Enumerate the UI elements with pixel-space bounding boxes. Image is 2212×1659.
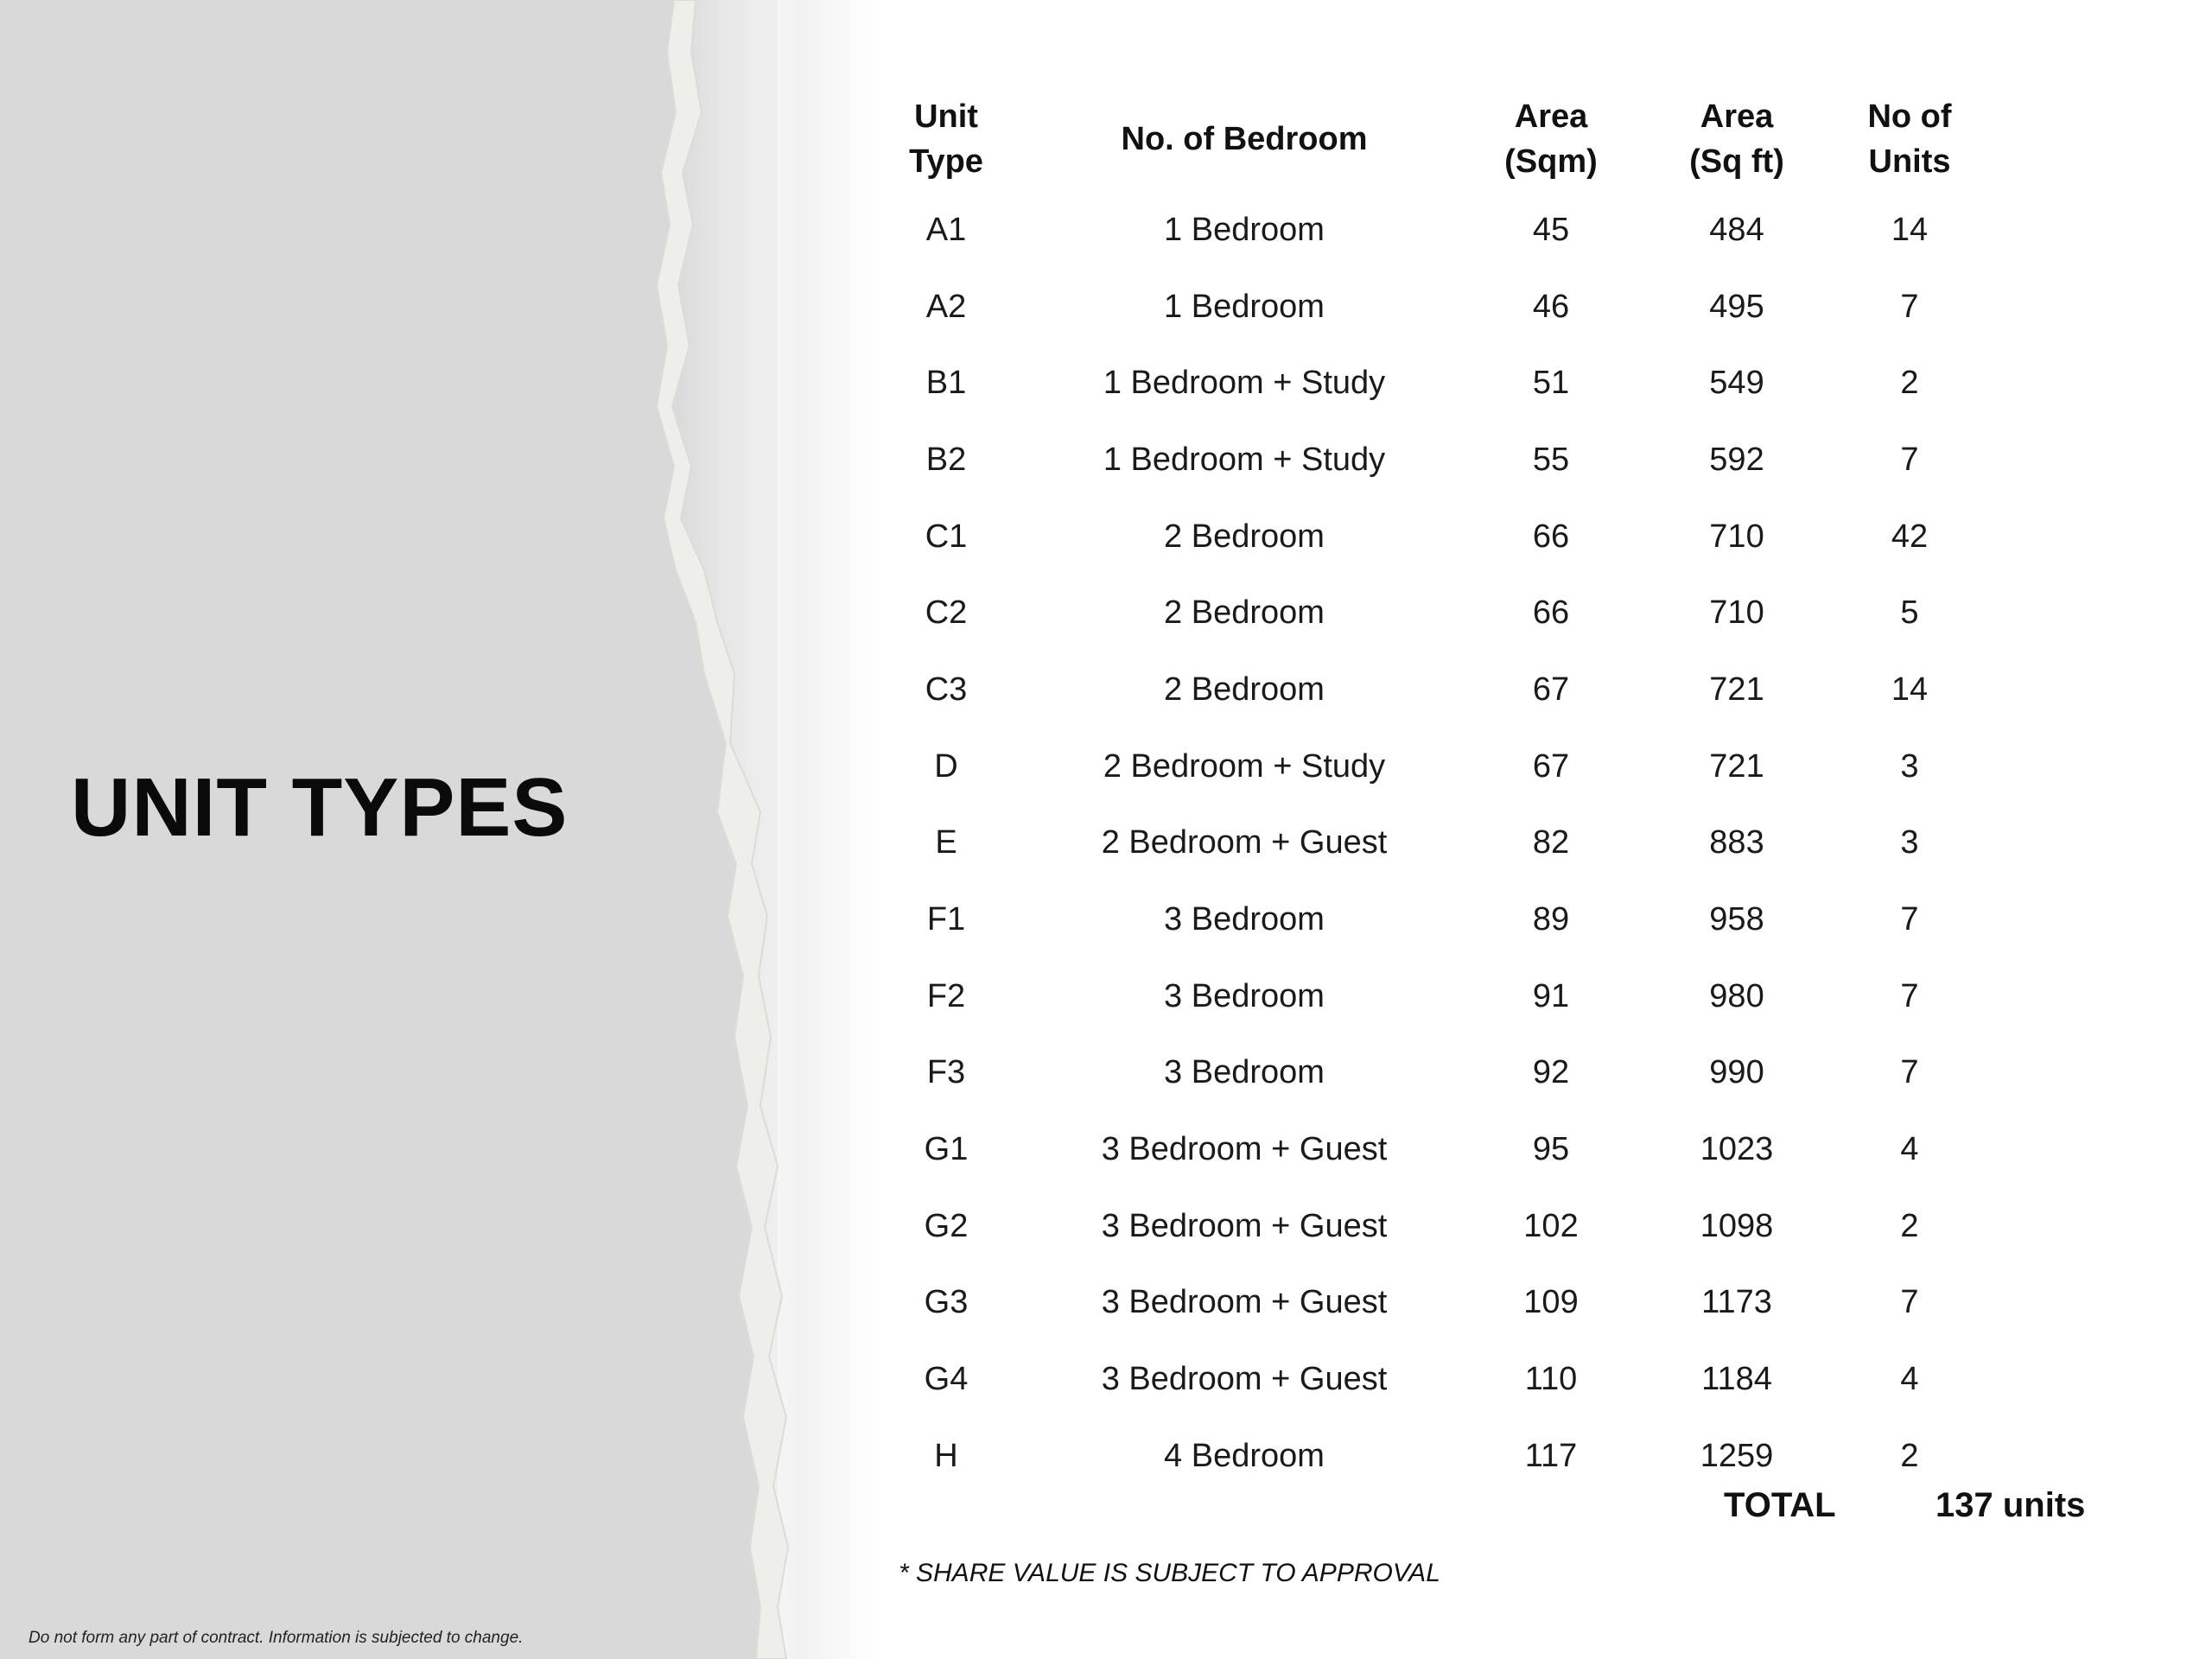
header-unit-type-line1: Unit [914,99,978,135]
cell-bedroom: 3 Bedroom [1164,977,1325,1014]
header-area-sqft-line1: Area [1700,99,1774,135]
cell-bedroom: 1 Bedroom + Study [1103,365,1386,402]
cell-area-sqft: 1184 [1701,1361,1772,1398]
cell-unit-type: G3 [924,1284,969,1321]
cell-bedroom: 4 Bedroom [1164,1437,1325,1474]
cell-area-sqm: 92 [1532,1054,1570,1091]
cell-area-sqm: 55 [1532,441,1570,478]
table-row [890,805,1961,882]
cell-units: 7 [1900,977,1919,1014]
table-header-row [890,86,1961,192]
cell-units: 14 [1891,211,1929,248]
cell-units: 7 [1900,1284,1919,1321]
cell-unit-type: A1 [925,211,967,248]
cell-area-sqm: 89 [1532,901,1570,938]
cell-units: 7 [1900,1054,1919,1091]
cell-bedroom: 2 Bedroom [1164,671,1325,708]
cell-area-sqm: 91 [1532,977,1570,1014]
cell-bedroom: 3 Bedroom + Guest [1101,1131,1388,1168]
cell-units: 3 [1900,824,1919,861]
cell-area-sqm: 66 [1532,518,1570,555]
disclaimer-text: Do not form any part of contract. Information is subjected to change. [29,1629,524,1647]
cell-area-sqm: 46 [1532,288,1570,325]
table-row [890,499,1961,575]
table-row [890,345,1961,422]
cell-area-sqm: 51 [1532,365,1570,402]
cell-bedroom: 3 Bedroom [1164,901,1325,938]
header-area-sqm-line1: Area [1514,99,1588,135]
cell-units: 5 [1900,594,1919,632]
table-row [890,192,1961,269]
cell-bedroom: 1 Bedroom [1164,288,1325,325]
cell-bedroom: 3 Bedroom + Guest [1101,1207,1388,1244]
cell-units: 2 [1900,365,1919,402]
table-row [890,1188,1961,1265]
cell-area-sqft: 495 [1709,288,1764,325]
cell-area-sqm: 67 [1532,671,1570,708]
cell-unit-type: A2 [925,288,967,325]
cell-area-sqft: 549 [1709,365,1764,402]
cell-bedroom: 2 Bedroom [1164,518,1325,555]
header-unit-type-line2: Type [909,143,983,180]
table-row [890,269,1961,346]
cell-bedroom: 2 Bedroom + Study [1103,747,1386,785]
cell-unit-type: F1 [926,901,966,938]
cell-unit-type: C1 [925,518,968,555]
cell-bedroom: 3 Bedroom + Guest [1101,1361,1388,1398]
cell-units: 42 [1891,518,1929,555]
cell-unit-type: G4 [924,1361,969,1398]
header-bedrooms: No. of Bedroom [1121,121,1368,157]
cell-unit-type: G1 [924,1131,969,1168]
cell-units: 4 [1900,1361,1919,1398]
page-title: UNIT TYPES [71,761,569,854]
cell-area-sqft: 990 [1709,1054,1764,1091]
cell-area-sqft: 710 [1709,594,1764,632]
cell-area-sqft: 1173 [1701,1284,1772,1321]
cell-unit-type: H [934,1437,958,1474]
table-row [890,422,1961,499]
cell-unit-type: F2 [926,977,966,1014]
cell-unit-type: B2 [925,441,967,478]
header-area-sqft-line2: (Sq ft) [1689,143,1784,180]
table-row [890,1265,1961,1342]
table-body [890,192,1961,1495]
table-row [890,652,1961,728]
header-units-line1: No of [1867,99,1952,135]
cell-unit-type: C2 [925,594,968,632]
table-row [890,1418,1961,1495]
share-value-note: * SHARE VALUE IS SUBJECT TO APPROVAL [899,1559,1440,1587]
cell-area-sqft: 721 [1709,671,1764,708]
header-area-sqft [1616,86,1858,192]
cell-units: 14 [1891,671,1929,708]
cell-units: 2 [1900,1437,1919,1474]
cell-area-sqft: 1098 [1700,1207,1774,1244]
cell-area-sqm: 117 [1524,1437,1578,1474]
table-row [890,958,1961,1035]
cell-units: 2 [1900,1207,1919,1244]
unit-types-table-container [890,86,1961,1495]
table-row [890,1035,1961,1112]
cell-area-sqft: 1023 [1700,1131,1774,1168]
cell-unit-type: B1 [925,365,967,402]
cell-unit-type: G2 [924,1207,969,1244]
table-row [890,728,1961,805]
cell-area-sqm: 109 [1523,1284,1579,1321]
cell-bedroom: 3 Bedroom [1164,1054,1325,1091]
total-value: 137 units [1936,1486,2086,1524]
cell-area-sqm: 82 [1532,824,1570,861]
cell-area-sqft: 484 [1709,211,1764,248]
header-area-sqm-line2: (Sqm) [1504,143,1598,180]
header-area-sqm [1486,86,1616,192]
cell-units: 3 [1900,747,1919,785]
cell-bedroom: 1 Bedroom [1164,211,1325,248]
cell-bedroom: 3 Bedroom + Guest [1101,1284,1388,1321]
cell-area-sqm: 67 [1532,747,1570,785]
header-units-line2: Units [1868,143,1951,180]
cell-area-sqft: 958 [1709,901,1764,938]
cell-unit-type: D [934,747,958,785]
cell-unit-type: E [935,824,957,861]
cell-unit-type: C3 [925,671,968,708]
table-row [890,575,1961,652]
table-row [890,1341,1961,1418]
cell-area-sqm: 66 [1532,594,1570,632]
cell-area-sqm: 95 [1532,1131,1570,1168]
cell-units: 7 [1900,441,1919,478]
cell-bedroom: 2 Bedroom [1164,594,1325,632]
total-label: TOTAL [1724,1486,1836,1524]
table-row [890,881,1961,958]
cell-area-sqft: 592 [1709,441,1764,478]
header-units [1858,86,1961,192]
cell-units: 7 [1900,288,1919,325]
cell-area-sqft: 1259 [1700,1437,1774,1474]
cell-units: 7 [1900,901,1919,938]
torn-paper-edge [657,0,881,1659]
cell-area-sqm: 102 [1523,1207,1579,1244]
cell-area-sqft: 883 [1709,824,1764,861]
cell-area-sqm: 110 [1524,1361,1578,1398]
cell-bedroom: 2 Bedroom + Guest [1101,824,1388,861]
cell-bedroom: 1 Bedroom + Study [1103,441,1386,478]
table-row [890,1111,1961,1188]
cell-units: 4 [1900,1131,1919,1168]
unit-types-table [890,86,1961,1495]
cell-unit-type: F3 [926,1054,966,1091]
cell-area-sqft: 980 [1709,977,1764,1014]
cell-area-sqft: 710 [1709,518,1764,555]
header-unit-type [890,86,1002,192]
cell-area-sqm: 45 [1532,211,1570,248]
cell-area-sqft: 721 [1709,747,1764,785]
